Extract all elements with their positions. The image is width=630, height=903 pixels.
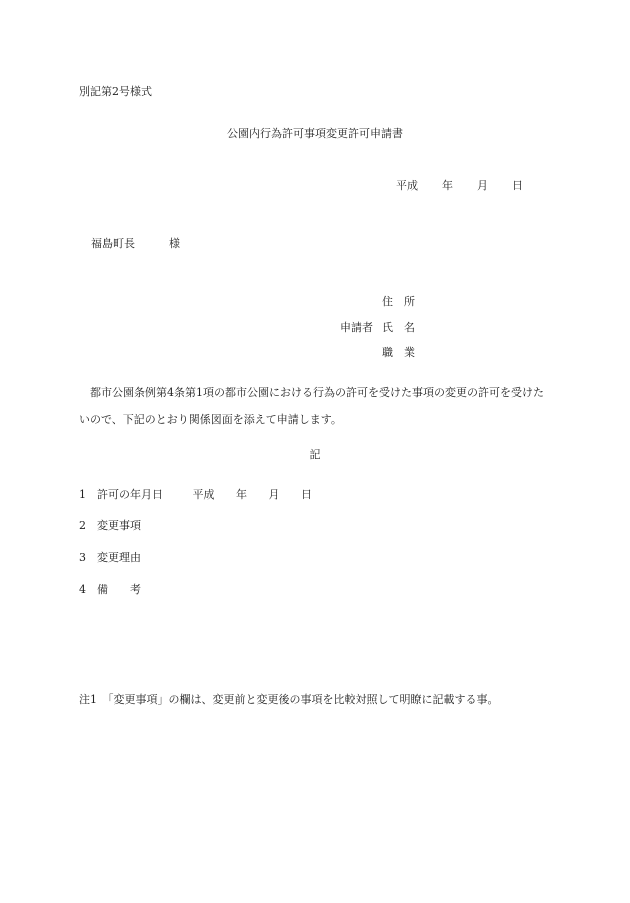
item-number: 1 — [79, 488, 86, 501]
addressee-honorific: 様 — [169, 237, 180, 250]
item-remarks — [79, 581, 141, 597]
item-change-reason — [79, 549, 141, 565]
item-permit-date — [79, 486, 312, 502]
ki-heading: 記 — [309, 448, 321, 461]
date-era: 平成 — [396, 179, 418, 192]
form-number: 別記第2号様式 — [79, 85, 152, 98]
applicant-role-label: 申請者 — [340, 321, 373, 334]
addressee — [91, 235, 180, 251]
item-change-matter — [79, 517, 141, 533]
item-number: 2 — [79, 519, 86, 532]
item-date-year: 年 — [236, 488, 247, 501]
item-number: 3 — [79, 551, 86, 564]
footnote: 注1 「変更事項」の欄は、変更前と変更後の事項を比較対照して明瞭に記載する事。 — [79, 693, 499, 706]
document-title: 公園内行為許可事項変更許可申請書 — [227, 127, 403, 140]
applicant-occupation-label: 職 業 — [382, 346, 415, 359]
item-number: 4 — [79, 583, 86, 596]
date-month: 月 — [477, 179, 488, 192]
submission-date — [396, 177, 529, 193]
applicant-address-label: 住 所 — [382, 295, 415, 308]
applicant-name-label: 氏 名 — [382, 321, 415, 334]
item-date — [193, 486, 313, 502]
item-label: 備 考 — [97, 583, 141, 596]
item-label: 変更理由 — [97, 551, 141, 564]
body-paragraph: 都市公園条例第4条第1項の都市公園における行為の許可を受けた事項の変更の許可を受けたいので、下記のとおり関係図面を添えて申請します。 — [79, 386, 544, 426]
item-date-month: 月 — [268, 488, 280, 501]
date-year: 年 — [442, 179, 453, 192]
item-date-day: 日 — [301, 488, 312, 501]
date-day: 日 — [512, 179, 523, 192]
addressee-name: 福島町長 — [91, 237, 135, 250]
item-date-era: 平成 — [192, 488, 215, 501]
item-label: 許可の年月日 — [97, 488, 163, 501]
item-label: 変更事項 — [97, 519, 141, 532]
